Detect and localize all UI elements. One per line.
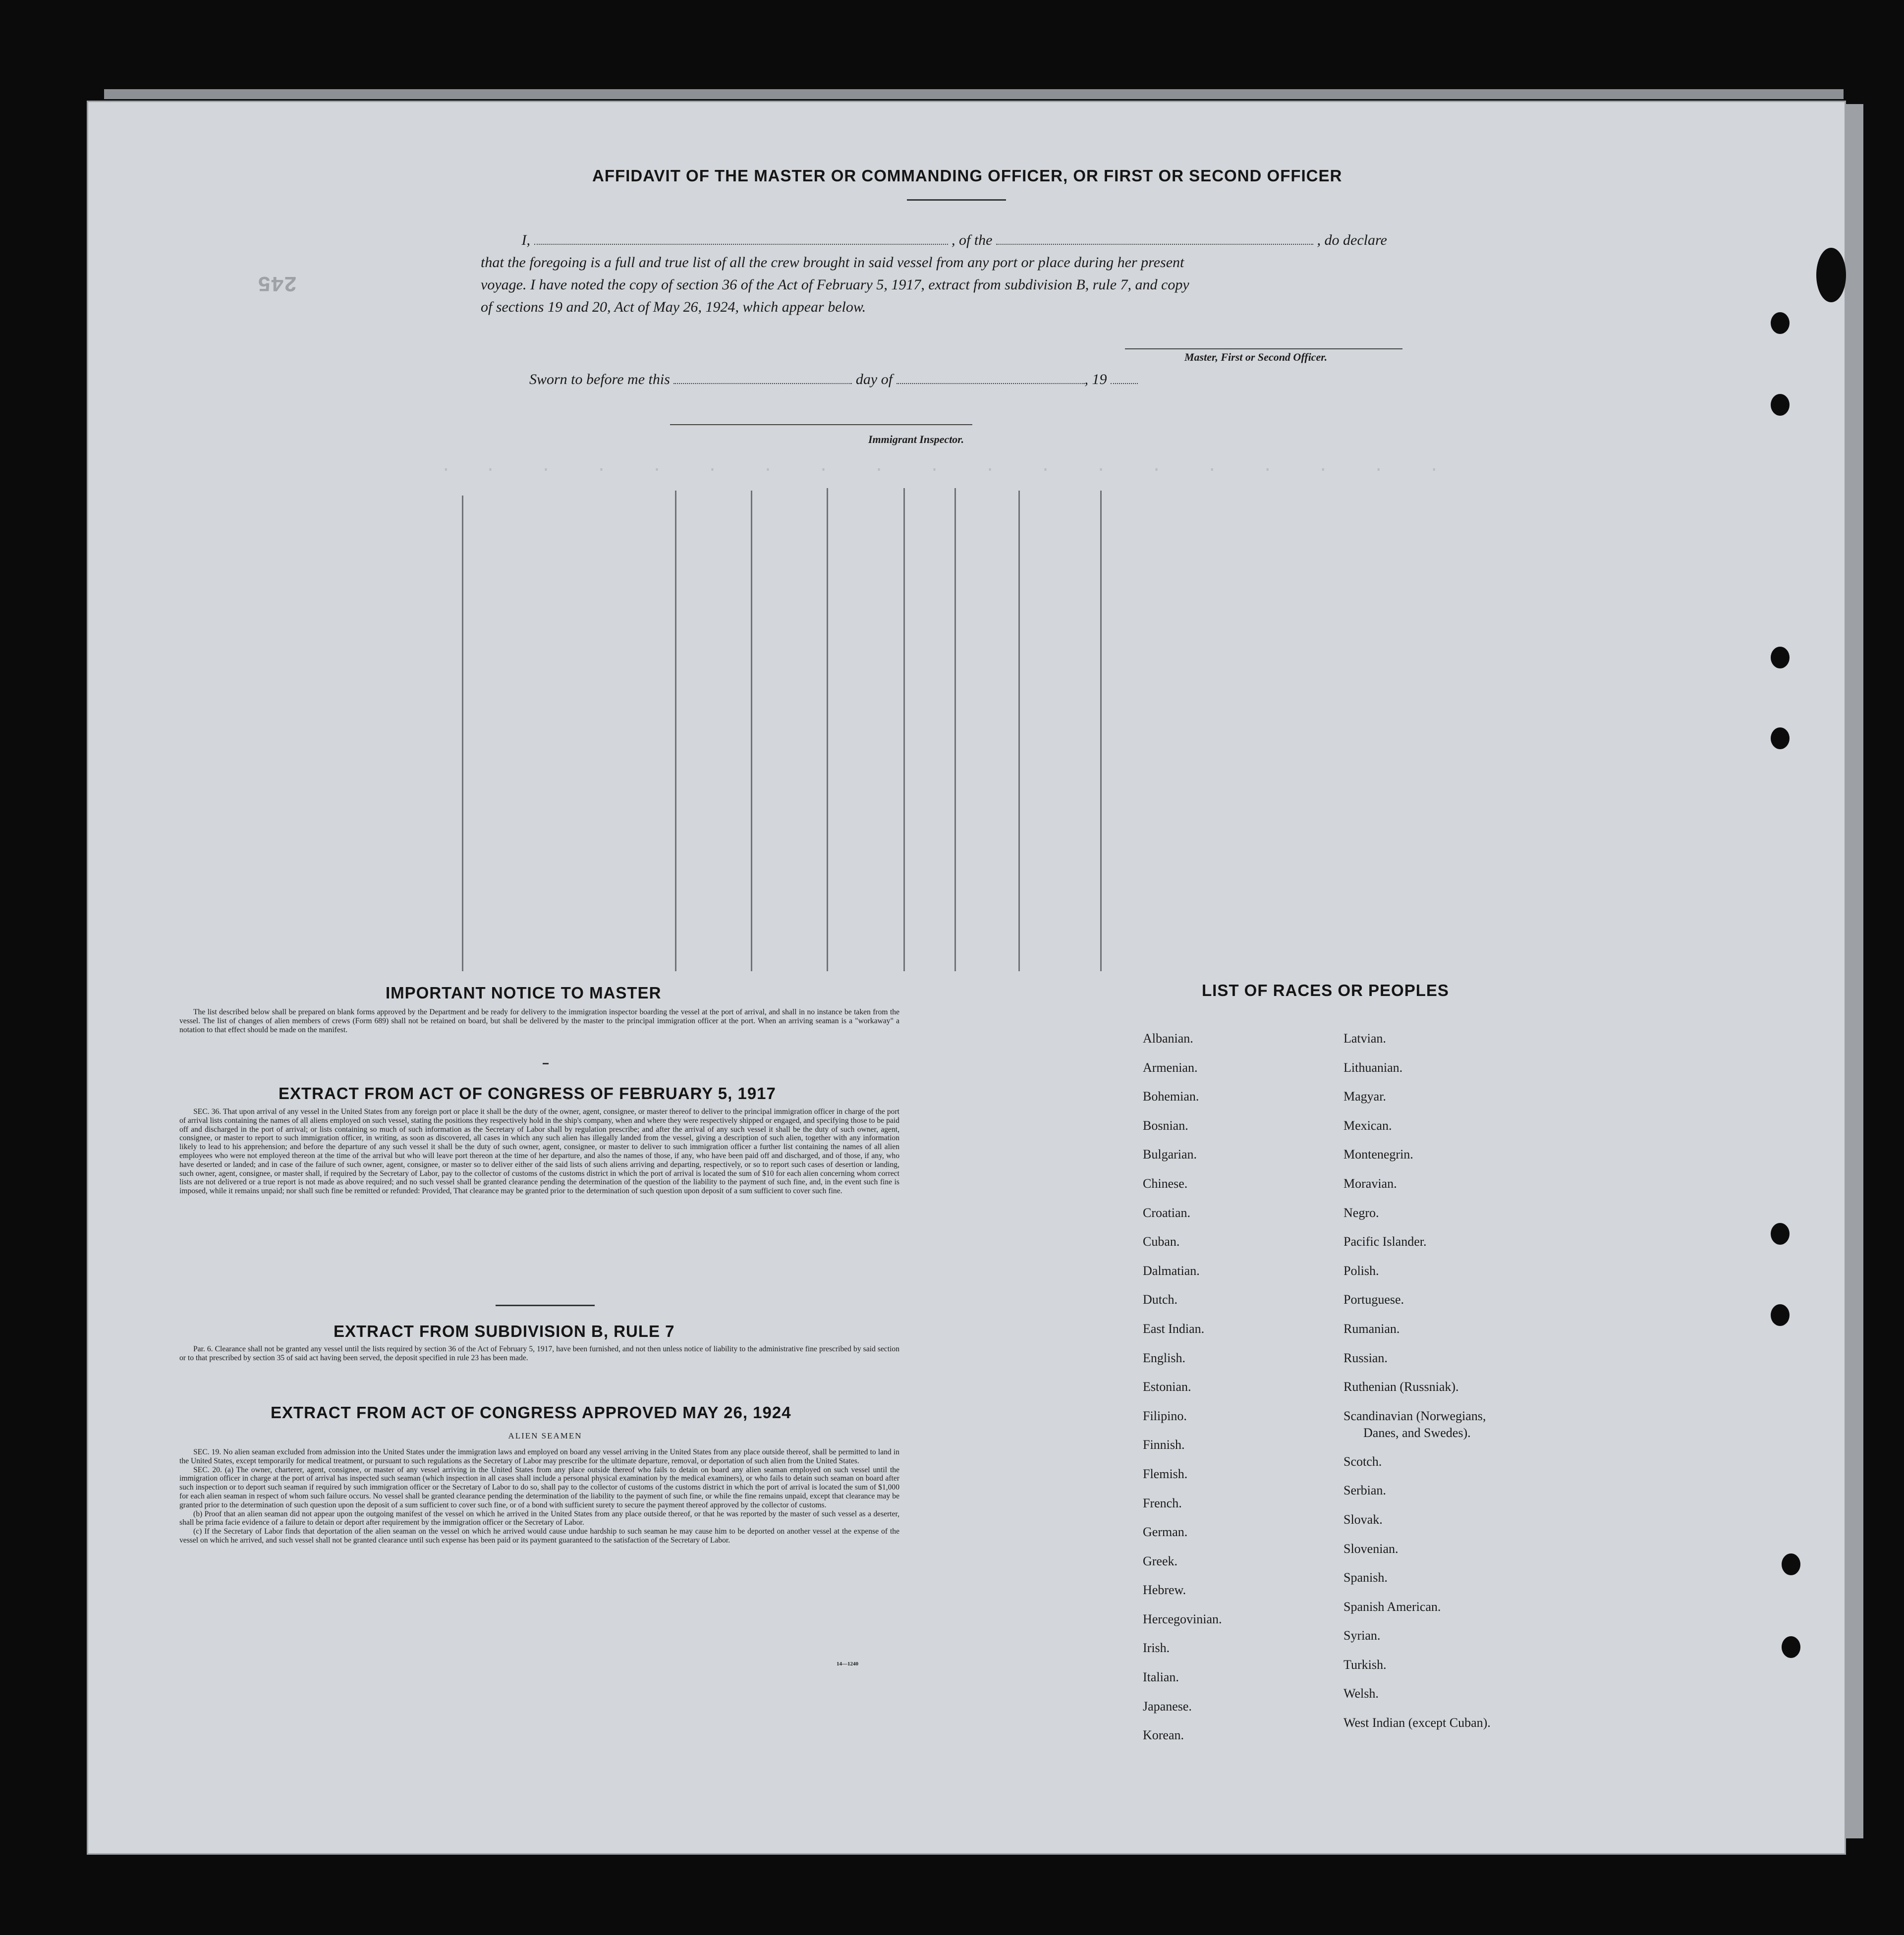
column-rule	[954, 488, 956, 971]
races-right-column	[1344, 1024, 1491, 1738]
column-rule	[751, 491, 752, 971]
affidavit-of-the: , of the	[952, 232, 993, 248]
race-item: East Indian.	[1143, 1321, 1205, 1336]
race-item-scandinavian: Scandinavian (Norwegians,	[1344, 1408, 1486, 1423]
race-item: Lithuanian.	[1344, 1060, 1403, 1075]
race-item: Moravian.	[1344, 1176, 1397, 1191]
column-rule	[462, 496, 463, 971]
page-edge-back	[104, 89, 1844, 99]
race-item-scandinavian-cont: Danes, and Swedes).	[1363, 1425, 1471, 1440]
sworn-label: Sworn to before me this	[529, 371, 670, 387]
stamp-number: 245	[258, 270, 297, 295]
race-item: West Indian (except Cuban).	[1344, 1715, 1491, 1730]
race-item: Armenian.	[1143, 1060, 1198, 1075]
column-rule	[675, 491, 676, 971]
race-item: Italian.	[1143, 1670, 1179, 1685]
punch-hole	[1816, 248, 1846, 302]
race-item: Filipino.	[1143, 1408, 1187, 1423]
manifest-sheet	[87, 101, 1846, 1855]
punch-hole	[1771, 1304, 1790, 1326]
affidavit-title-rule	[907, 199, 1006, 201]
sec20b-paragraph: (b) Proof that an alien seaman did not appear upon the outgoing manifest of the vessel on which he arrived in the United States from any place outside thereof, or that he was reported by the master of such vessel as a deserter, shall be prima facie evidence of a failure to detain or deport after requirement by the immigration officer or the Secretary of Labor.	[179, 1509, 899, 1527]
race-item: Cuban.	[1143, 1234, 1180, 1249]
inspector-signature-label: Immigrant Inspector.	[868, 433, 964, 445]
subdiv-b-title: EXTRACT FROM SUBDIVISION B, RULE 7	[334, 1322, 675, 1340]
race-item: Estonian.	[1143, 1380, 1191, 1394]
year-prefix: , 19	[1084, 371, 1107, 387]
race-item: Russian.	[1344, 1350, 1388, 1365]
sworn-day-field[interactable]	[673, 383, 852, 384]
races-title: LIST OF RACES OR PEOPLES	[1202, 981, 1449, 999]
punch-hole	[1782, 1553, 1800, 1575]
punch-hole	[1771, 312, 1790, 334]
affidavit-text	[481, 229, 1437, 318]
affidavit-line-4: of sections 19 and 20, Act of May 26, 1924, which appear below.	[481, 299, 866, 315]
form-number: 14—1240	[837, 1661, 858, 1667]
race-item: Bulgarian.	[1143, 1147, 1197, 1162]
race-item: Slovak.	[1344, 1512, 1383, 1527]
punch-hole	[1771, 727, 1790, 749]
alien-seamen-subtitle: ALIEN SEAMEN	[508, 1431, 582, 1440]
race-item: Magyar.	[1344, 1089, 1386, 1104]
race-item: Irish.	[1143, 1641, 1170, 1656]
sec20c-paragraph: (c) If the Secretary of Labor finds that deportation of the alien seaman on the vessel on which he arrived would cause undue hardship to such seaman he may cause him to be deported on another vessel at the expense of the vessel on which he arrived, and such vessel shall not be granted clearance until such expense has been paid or its payment guaranteed to the satisfaction of the Secretary of Labor.	[179, 1527, 899, 1545]
master-signature-line[interactable]	[1125, 348, 1402, 349]
sworn-line	[529, 368, 1138, 390]
race-item: Korean.	[1143, 1728, 1184, 1743]
master-signature-label: Master, First or Second Officer.	[1184, 351, 1328, 363]
affidavit-title: AFFIDAVIT OF THE MASTER OR COMMANDING OFFICER, OR FIRST OR SECOND OFFICER	[592, 166, 1343, 185]
race-item: Croatian.	[1143, 1205, 1191, 1220]
affidavit-declare: , do declare	[1317, 232, 1387, 248]
bleed-through-rows: · · · · · · · · · · · · · · · · · · ·	[396, 461, 1440, 480]
par6-paragraph: Par. 6. Clearance shall not be granted any vessel until the lists required by section 36 of the Act of February 5, 1917, have been furnished, and not then unless notice of liability to the administrative fine prescribed by said section or to that prescribed by section 35 of said act having been served, the deposit specified in rule 23 has been made.	[179, 1345, 899, 1362]
race-item: Hebrew.	[1143, 1583, 1186, 1598]
races-left-column	[1143, 1024, 1222, 1750]
race-item: Welsh.	[1344, 1686, 1379, 1701]
race-item: Bohemian.	[1143, 1089, 1199, 1104]
column-rule	[1100, 491, 1102, 971]
vessel-name-field[interactable]	[996, 244, 1313, 245]
race-item: Portuguese.	[1344, 1292, 1404, 1307]
affidavit-i: I,	[521, 232, 530, 248]
column-rule	[1018, 491, 1020, 971]
affidavit-line-3: voyage. I have noted the copy of section 36 of the Act of February 5, 1917, extract from subdivision B, rule 7, and copy	[481, 276, 1189, 293]
race-item: English.	[1143, 1350, 1185, 1365]
sworn-year-field[interactable]	[1111, 383, 1138, 384]
extract-1924-title: EXTRACT FROM ACT OF CONGRESS APPROVED MAY 26, 1924	[271, 1403, 791, 1422]
column-rule	[903, 488, 905, 971]
punch-hole	[1771, 647, 1790, 668]
race-item: Albanian.	[1143, 1031, 1193, 1046]
punch-hole	[1771, 394, 1790, 416]
race-item: Flemish.	[1143, 1466, 1188, 1481]
race-item	[1344, 1402, 1491, 1447]
notice-text	[179, 1008, 899, 1034]
race-item: Bosnian.	[1143, 1118, 1188, 1133]
extract-1917-text	[179, 1107, 899, 1196]
race-item: Scotch.	[1344, 1454, 1382, 1469]
notice-rule	[543, 1063, 549, 1064]
race-item: Dutch.	[1143, 1292, 1178, 1307]
race-item: Negro.	[1344, 1205, 1379, 1220]
race-item: Dalmatian.	[1143, 1263, 1200, 1278]
race-item: Finnish.	[1143, 1437, 1185, 1452]
race-item: Hercegovinian.	[1143, 1611, 1222, 1626]
race-item: Montenegrin.	[1344, 1147, 1413, 1162]
race-item: Serbian.	[1344, 1483, 1386, 1498]
race-item: Polish.	[1344, 1263, 1379, 1278]
extract-1917-rule	[496, 1305, 595, 1306]
race-item: Syrian.	[1344, 1628, 1381, 1643]
extract-1917-title: EXTRACT FROM ACT OF CONGRESS OF FEBRUARY 5, 1917	[279, 1084, 776, 1103]
notice-paragraph: The list described below shall be prepared on blank forms approved by the Department and be ready for delivery to the immigration inspector boarding the vessel at the port of arrival, and shall in no instance be taken from the vessel. The list of changes of alien members of crews (Form 689) shall not be retained on board, but shall be delivered by the master to the principal immigration officer at the port. When an arriving seaman is a "workaway" a notation to that effect should be made on the manifest.	[179, 1008, 899, 1034]
sec20a-paragraph: SEC. 20. (a) The owner, charterer, agent, consignee, or master of any vessel arriving in the United States from any place outside thereof who fails to detain on board any alien seaman employed on such vessel until the immigration officer in charge at the port of arrival has inspected such seaman (which inspection in all cases shall include a personal physical examination by the medical examiners), or who fails to detain such seaman on board after such inspection or to deport such seaman if required by such immigration officer or the Secretary of Labor to do so, shall pay to the collector of customs of the customs district in which the port of arrival is located the sum of $1,000 for each alien seaman in respect of whom such failure occurs. No vessel shall be granted clearance pending the determination of the liability to the payment of such fine, or while the fine remains unpaid, except that clearance may be granted prior to the determination of such question upon the deposit of a sum sufficient to cover such fine, or of a bond with sufficient surety to secure the payment thereof approved by the collector of customs.	[179, 1465, 899, 1509]
race-item: Slovenian.	[1344, 1541, 1399, 1556]
column-rule	[827, 488, 828, 971]
master-name-field[interactable]	[534, 244, 948, 245]
race-item: Turkish.	[1344, 1657, 1387, 1672]
punch-hole	[1771, 1223, 1790, 1245]
sworn-month-field[interactable]	[896, 383, 1085, 384]
race-item: Latvian.	[1344, 1031, 1386, 1046]
sec36-paragraph: SEC. 36. That upon arrival of any vessel in the United States from any foreign port or place it shall be the duty of the owner, agent, consignee, or master thereof to deliver to the principal immigration officer in charge of the port of arrival lists containing the names of all aliens employed on such vessel, stating the positions they respectively hold in the ship's company, when and where they were respectively shipped or engaged, and specifying those to be paid off and discharged in the port of arrival; or lists containing so much of such information as the Secretary of Labor shall by regulation prescribe; and after the arrival of any such vessel it shall be the duty of such owner, agent, consignee, or master to report to such immigration officer, in writing, as soon as discovered, all cases in which any such alien has illegally landed from the vessel, giving a description of such alien, together with any information likely to lead to his apprehension; and before the departure of any such vessel it shall be the duty of such owner, agent, consignee, or master to deliver to such immigration officer a further list containing the names of all alien employees who were not employed thereon at the time of the arrival but who will leave port thereon at the time of her departure, and also the names of those, if any, who have been paid off and discharged, and of those, if any, who have deserted or landed; and in case of the failure of such owner, agent, consignee, or master so to deliver either of the said lists of such aliens arriving and departing, respectively, or so to report such cases of desertion or landing, such owner, agent, consignee, or master shall, if required by the Secretary of Labor, pay to the collector of customs of the customs district in which the port of arrival is located the sum of $10 for each alien concerning whom correct lists are not delivered or a true report is not made as above required; and no such vessel shall be granted clearance pending the determination of the question of the liability to the payment of such fine, and, in the event such fine is imposed, while it remains unpaid; nor shall such fine be remitted or refunded: Provided, That clearance may be granted prior to the determination of such question upon deposit of a sum sufficient to cover such fine.	[179, 1107, 899, 1196]
race-item: Chinese.	[1143, 1176, 1188, 1191]
day-of-label: day of	[855, 371, 893, 387]
race-item: Spanish.	[1344, 1570, 1388, 1585]
notice-title: IMPORTANT NOTICE TO MASTER	[386, 984, 662, 1002]
subdiv-b-text	[179, 1345, 899, 1363]
inspector-signature-line[interactable]	[670, 424, 972, 425]
race-item: Japanese.	[1143, 1699, 1192, 1714]
race-item: Spanish American.	[1344, 1599, 1441, 1614]
affidavit-line-2: that the foregoing is a full and true list of all the crew brought in said vessel from any port or place during her present	[481, 254, 1184, 271]
race-item: Ruthenian (Russniak).	[1344, 1380, 1459, 1394]
sec19-paragraph: SEC. 19. No alien seaman excluded from admission into the United States under the immigration laws and employed on board any vessel arriving in the United States from any place outside thereof, shall be permitted to land in the United States, except temporarily for medical treatment, or pursuant to such regulations as the Secretary of Labor may prescribe for the ultimate departure, removal, or deportation of such alien from the United States.	[179, 1448, 899, 1465]
race-item: French.	[1143, 1495, 1182, 1510]
race-item: Pacific Islander.	[1344, 1234, 1427, 1249]
punch-hole	[1782, 1636, 1800, 1658]
race-item: German.	[1143, 1525, 1188, 1540]
race-item: Rumanian.	[1344, 1321, 1400, 1336]
race-item: Mexican.	[1344, 1118, 1392, 1133]
extract-1924-text	[179, 1448, 899, 1545]
race-item: Greek.	[1143, 1553, 1178, 1568]
